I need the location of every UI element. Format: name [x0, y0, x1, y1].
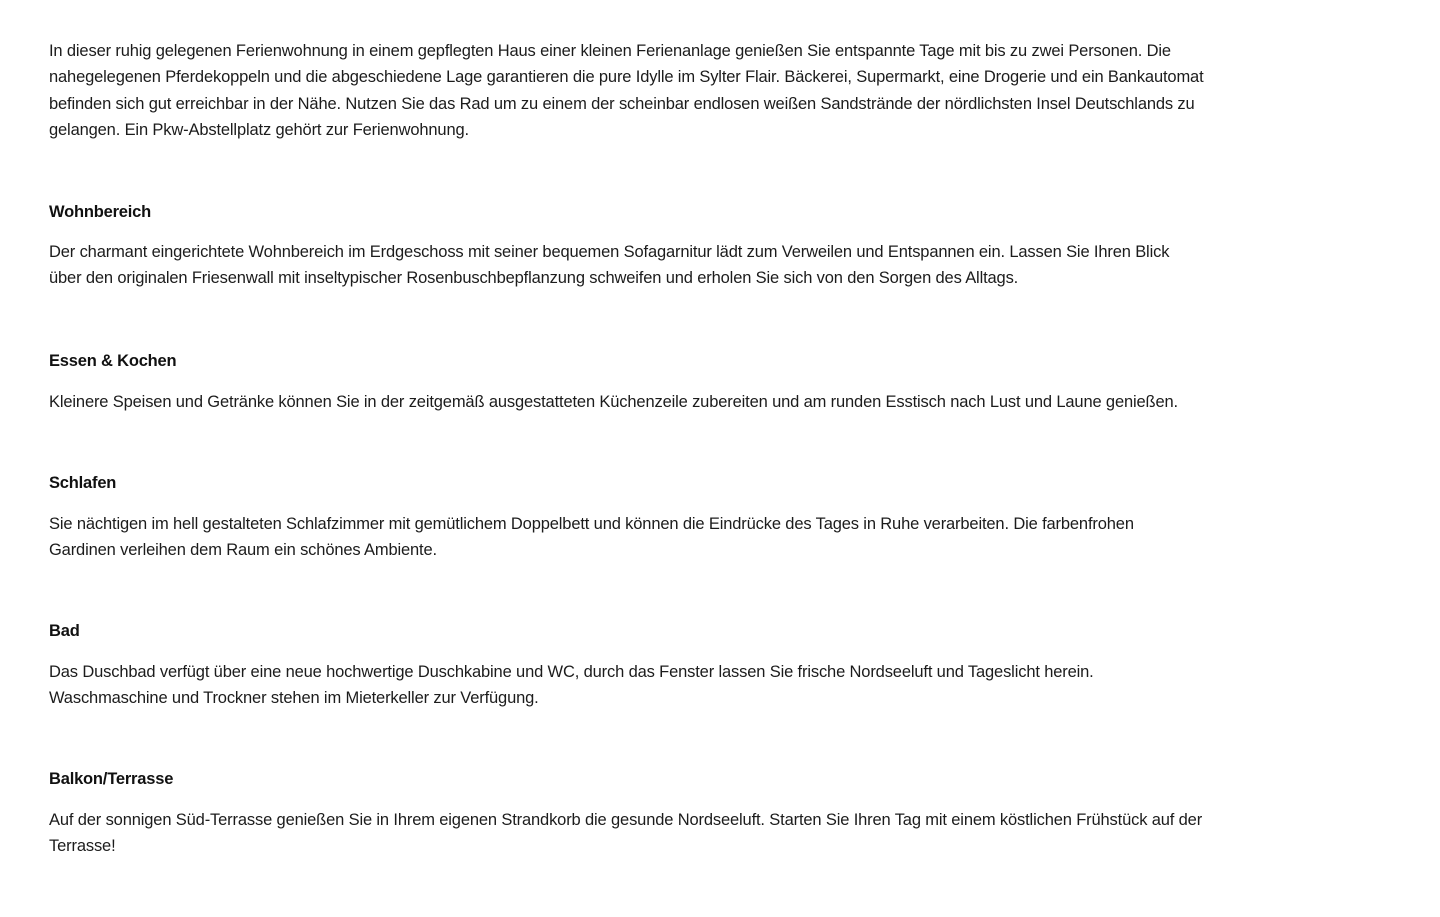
paragraph-line: Sie nächtigen im hell gestalteten Schlafzimmer mit gemütlichem Doppelbett und können die Eindrücke des Tages in Ruhe verarbeiten. Die farbenfrohen	[49, 515, 1134, 533]
section-paragraph-schlafen	[49, 511, 1134, 564]
intro-line: gelangen. Ein Pkw-Abstellplatz gehört zur Ferienwohnung.	[49, 120, 469, 139]
intro-line: befinden sich gut erreichbar in der Nähe. Nutzen Sie das Rad um zu einem der scheinbar endlosen weißen Sandstrände der nördlichsten Insel Deutschlands zu	[49, 94, 1195, 113]
section-heading-schlafen: Schlafen	[49, 474, 117, 492]
section-paragraph-wohnbereich	[49, 239, 1169, 292]
paragraph-line: Das Duschbad verfügt über eine neue hochwertige Duschkabine und WC, durch das Fenster lassen Sie frische Nordseeluft und Tageslicht herein.	[49, 663, 1094, 681]
intro-line: nahegelegenen Pferdekoppeln und die abgeschiedene Lage garantieren die pure Idylle im Sylter Flair. Bäckerei, Supermarkt, eine Drogerie und ein Bankautomat	[49, 68, 1204, 87]
section-paragraph-bad	[49, 659, 1094, 712]
section-paragraph-essen-kochen	[49, 389, 1178, 415]
section-paragraph-balkon-terrasse	[49, 807, 1202, 860]
intro-line: In dieser ruhig gelegenen Ferienwohnung in einem gepflegten Haus einer kleinen Ferienanlage genießen Sie entspannte Tage mit bis zu zwei Personen. Die	[49, 42, 1171, 60]
paragraph-line: Kleinere Speisen und Getränke können Sie in der zeitgemäß ausgestatteten Küchenzeile zubereiten und am runden Esstisch nach Lust und Laune genießen.	[49, 393, 1178, 411]
paragraph-line: Auf der sonnigen Süd-Terrasse genießen Sie in Ihrem eigenen Strandkorb die gesunde Nordseeluft. Starten Sie Ihren Tag mit einem köstlichen Frühstück auf der	[49, 811, 1203, 829]
section-heading-wohnbereich: Wohnbereich	[49, 203, 152, 221]
paragraph-line: Terrasse!	[49, 837, 116, 856]
paragraph-line: Der charmant eingerichtete Wohnbereich im Erdgeschoss mit seiner bequemen Sofagarnitur lädt zum Verweilen und Entspannen ein. Lassen Sie Ihren Blick	[49, 243, 1170, 261]
section-heading-bad: Bad	[49, 622, 80, 640]
paragraph-line: Waschmaschine und Trockner stehen im Mieterkeller zur Verfügung.	[49, 689, 539, 708]
intro-paragraph	[49, 38, 1204, 143]
section-heading-essen-kochen: Essen & Kochen	[49, 352, 177, 370]
paragraph-line: über den originalen Friesenwall mit inseltypischer Rosenbuschbepflanzung schweifen und erholen Sie sich von den Sorgen des Alltags.	[49, 269, 1019, 288]
paragraph-line: Gardinen verleihen dem Raum ein schönes Ambiente.	[49, 541, 437, 560]
section-heading-balkon-terrasse: Balkon/Terrasse	[49, 770, 174, 788]
